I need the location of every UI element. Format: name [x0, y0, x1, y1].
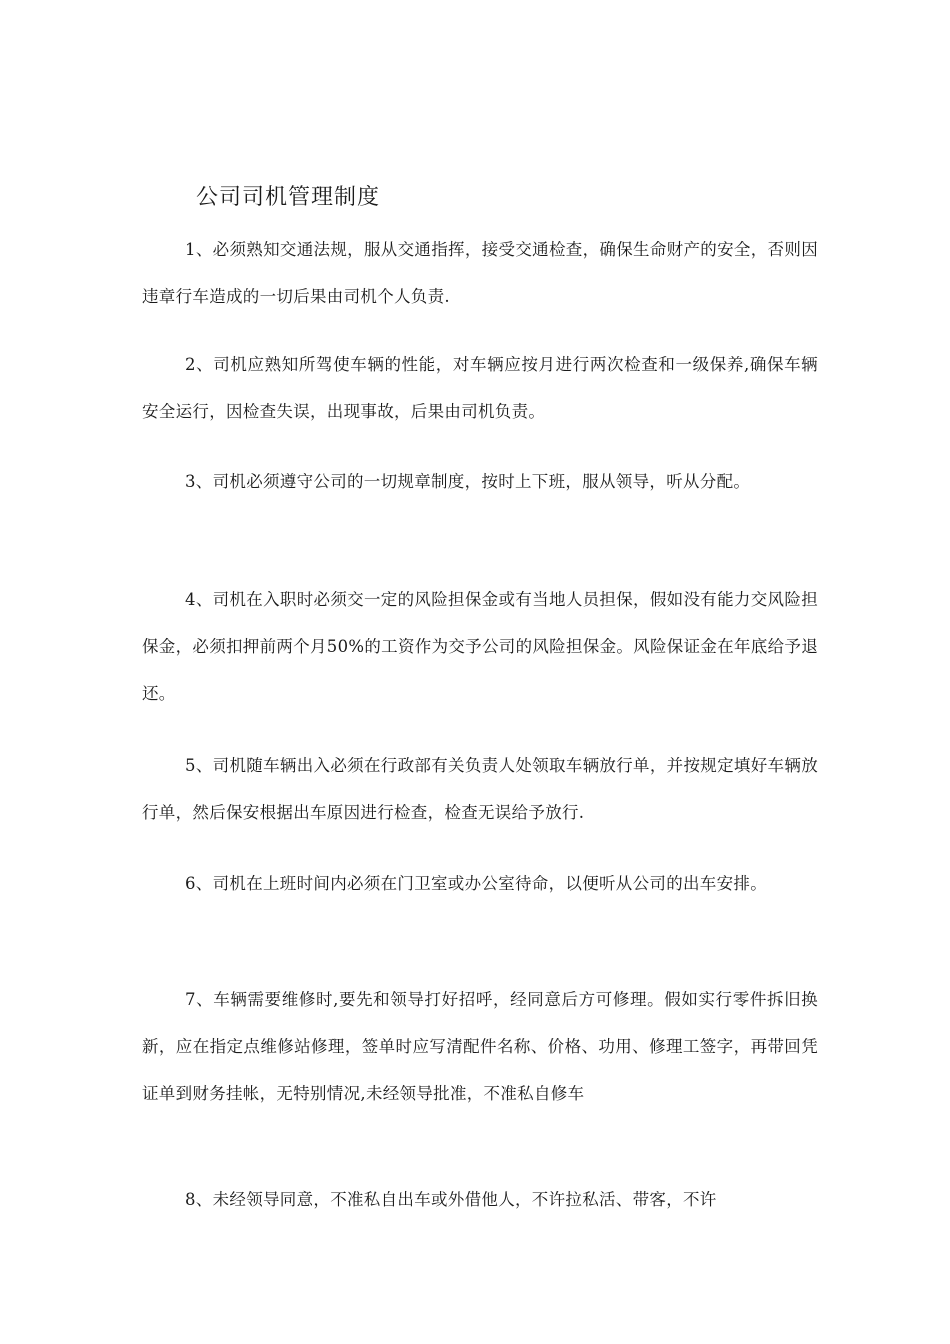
rule-paragraph-7: 7、车辆需要维修时,要先和领导打好招呼，经同意后方可修理。假如实行零件拆旧换新，应在指定点维修站修理，签单时应写清配件名称、价格、功用、修理工签字，再带回凭证单到财务挂帐，无特别情况,未经领导批准，不准私自修车	[142, 990, 818, 1103]
rule-paragraph-2: 2、司机应熟知所驾使车辆的性能，对车辆应按月进行两次检查和一级保养,确保车辆安全运行，因检查失误，出现事故，后果由司机负责。	[142, 355, 818, 421]
rule-paragraph-6: 6、司机在上班时间内必须在门卫室或办公室待命，以便听从公司的出车安排。	[185, 874, 767, 893]
rule-paragraph-4: 4、司机在入职时必须交一定的风险担保金或有当地人员担保，假如没有能力交风险担保金，必须扣押前两个月50%的工资作为交予公司的风险担保金。风险保证金在年底给予退还。	[142, 590, 818, 703]
rule-paragraph-8: 8、未经领导同意，不准私自出车或外借他人，不许拉私活、带客，不许	[185, 1190, 717, 1209]
rule-paragraph-1: 1、必须熟知交通法规，服从交通指挥，接受交通检查，确保生命财产的安全，否则因违章行车造成的一切后果由司机个人负责.	[142, 240, 818, 306]
document-title: 公司司机管理制度	[196, 185, 381, 210]
rule-paragraph-3: 3、司机必须遵守公司的一切规章制度，按时上下班，服从领导，听从分配。	[185, 472, 751, 491]
rule-paragraph-5: 5、司机随车辆出入必须在行政部有关负责人处领取车辆放行单，并按规定填好车辆放行单，然后保安根据出车原因进行检查，检查无误给予放行.	[142, 756, 818, 822]
